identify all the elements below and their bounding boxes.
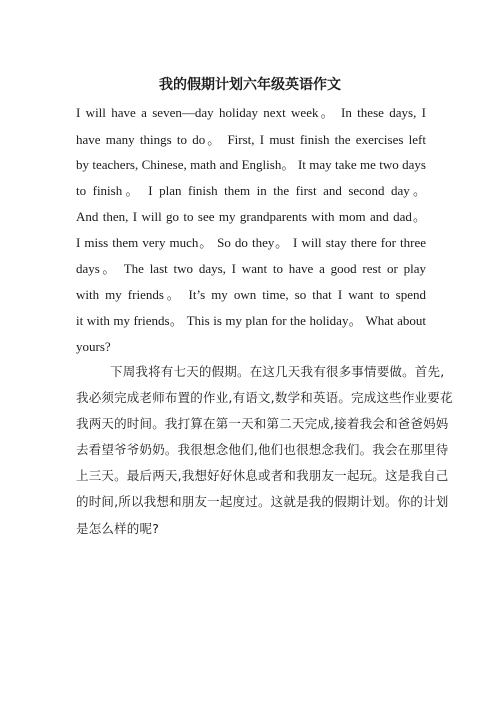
- chinese-line: 是怎么样的呢?: [76, 521, 160, 536]
- chinese-line: 去看望爷爷奶奶。我很想念他们,他们也很想念我们。我会在那里待: [76, 442, 449, 457]
- english-line: I miss them very much。 So do they。 I will stay there for three: [76, 235, 426, 250]
- english-line: have many things to do。 First, I must finish the exercises left: [76, 132, 426, 147]
- english-line: And then, I will go to see my grandparents with mom and dad。: [76, 209, 426, 224]
- english-line: yours?: [76, 339, 111, 354]
- english-line: by teachers, Chinese, math and English。 It may take me two days: [76, 157, 426, 172]
- chinese-line: 下周我将有七天的假期。在这几天我有很多事情要做。首先,: [110, 364, 445, 379]
- document-title: 我的假期计划六年级英语作文: [159, 77, 341, 93]
- english-line: it with my friends。 This is my plan for the holiday。 What about: [76, 313, 426, 328]
- chinese-line: 我必须完成老师布置的作业,有语文,数学和英语。完成这些作业要花: [76, 390, 453, 405]
- chinese-line: 上三天。最后两天,我想好好休息或者和我朋友一起玩。这是我自己: [76, 468, 449, 483]
- english-line: with my friends。 It’s my own time, so that I want to spend: [76, 287, 426, 302]
- english-line: I will have a seven—day holiday next week。 In these days, I: [76, 105, 426, 120]
- chinese-line: 的时间,所以我想和朋友一起度过。这就是我的假期计划。你的计划: [76, 494, 449, 509]
- english-line: to finish。 I plan finish them in the first and second day。: [76, 183, 426, 198]
- english-line: days。 The last two days, I want to have a good rest or play: [76, 261, 426, 276]
- chinese-line: 我两天的时间。我打算在第一天和第二天完成,接着我会和爸爸妈妈: [76, 416, 449, 431]
